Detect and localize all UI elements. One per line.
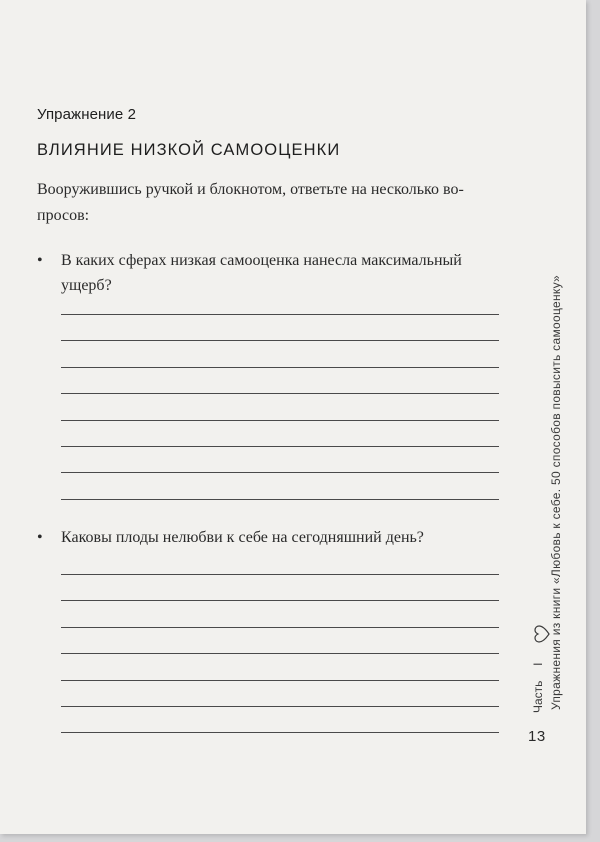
part-word: Часть [531, 680, 545, 713]
intro-paragraph: Вооружившись ручкой и блокнотом, ответьте на несколько во- просов: [37, 181, 464, 224]
answer-line [61, 340, 499, 341]
exercise-label: Упражнение 2 [37, 106, 137, 123]
question-text: Каковы плоды нелюбви к себе на сегодняшний день? [61, 529, 424, 546]
answer-line [61, 653, 499, 654]
answer-line [61, 420, 499, 421]
answer-line [61, 472, 499, 473]
answer-line [61, 574, 499, 575]
answer-line [61, 732, 499, 733]
exercise-title: ВЛИЯНИЕ НИЗКОЙ САМООЦЕНКИ [37, 141, 341, 159]
question-item [37, 248, 507, 298]
answer-line [61, 680, 499, 681]
heart-icon [532, 624, 552, 644]
running-title: Упражнения из книги «Любовь к себе. 50 способов повысить самооценку» [549, 275, 563, 710]
answer-line [61, 446, 499, 447]
question-text: В каких сферах низкая самооценка нанесла максимальный ущерб? [61, 252, 462, 294]
answer-line [61, 706, 499, 707]
answer-line [61, 499, 499, 500]
answer-line [61, 627, 499, 628]
answer-line [61, 314, 499, 315]
part-label [531, 663, 545, 713]
bullet-icon: • [37, 252, 43, 269]
part-number: I [531, 662, 545, 666]
answer-line [61, 600, 499, 601]
question-item [37, 525, 507, 550]
answer-line [61, 393, 499, 394]
answer-line [61, 367, 499, 368]
page-number: 13 [528, 728, 546, 745]
bullet-icon: • [37, 529, 43, 546]
